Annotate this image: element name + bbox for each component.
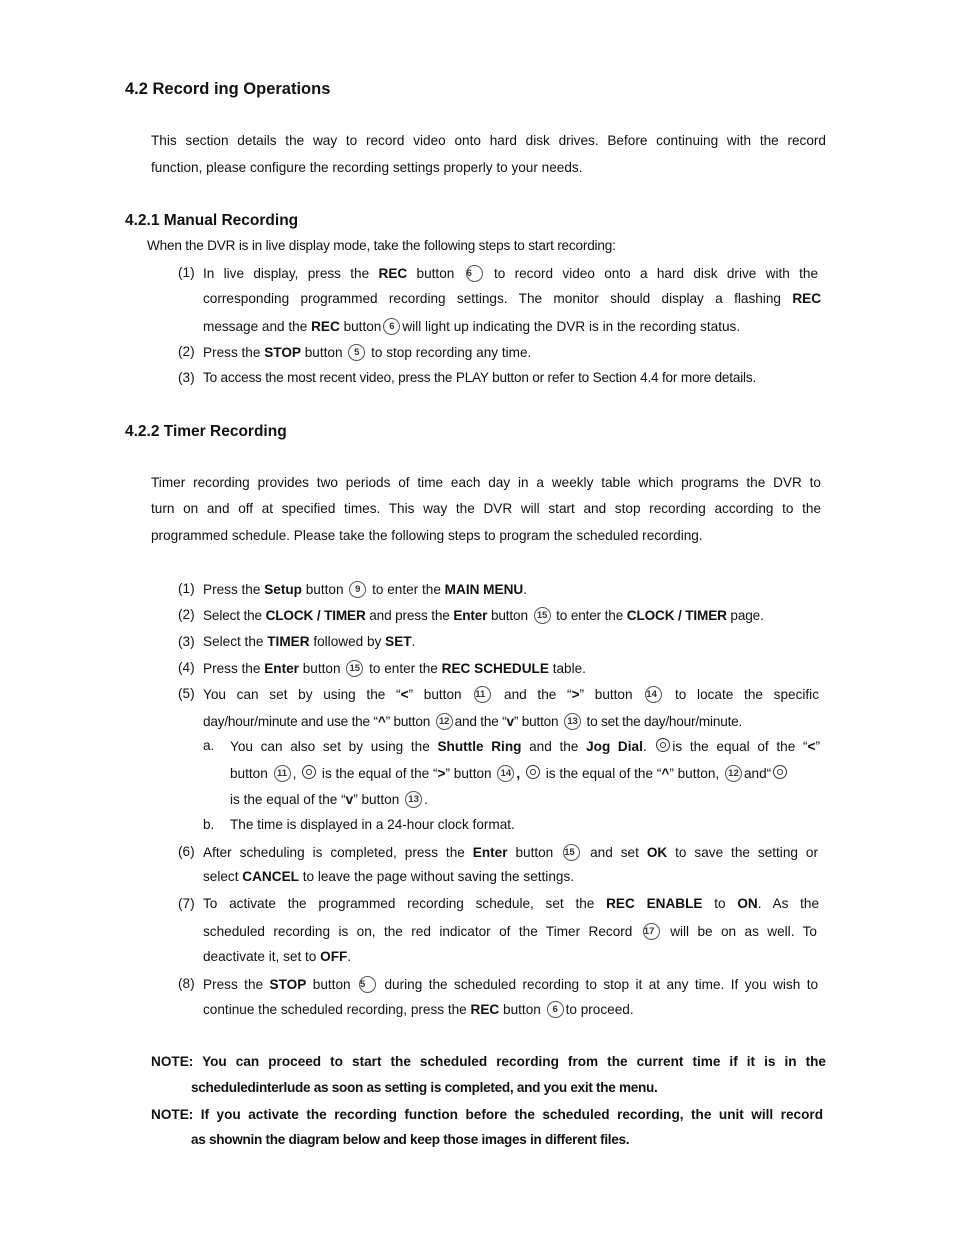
timer-item-2-num: (2) [178,607,195,622]
button-9-icon: 9 [349,581,366,598]
timer-item-5b-num: b. [203,817,215,832]
button-5-icon: 5 [359,976,376,993]
button-11-icon: 11 [474,686,491,703]
button-13-icon: 13 [405,791,422,808]
timer-item-3-num: (3) [178,634,195,649]
manual-title: 4.2.1 Manual Recording [125,212,299,229]
manual-item-1-line3: message and the REC button 6 will light up indicating the DVR is in the recording status. [203,319,741,334]
section-intro-line1: This section details the way to record video onto hard disk drives. Before continuing with the record [151,133,826,148]
manual-item-2-num: (2) [178,344,195,359]
timer-item-7-line3: deactivate it, set to OFF. [203,949,352,964]
manual-item-1-num: (1) [178,265,195,280]
jog-dial-icon [302,765,316,779]
timer-intro-line3: programmed schedule. Please take the following steps to program the scheduled recording. [151,528,703,543]
timer-item-1: Press the Setup button 9 to enter the MAIN MENU. [203,582,527,597]
timer-item-2: Select the CLOCK / TIMER and press the Enter button 15 to enter the CLOCK / TIMER page. [203,608,764,623]
button-14-icon: 14 [497,765,514,782]
shuttle-ring-icon [773,765,787,779]
timer-item-7-line1: To activate the programmed recording schedule, set the REC ENABLE to ON. As the [203,896,820,911]
timer-item-8-line2: continue the scheduled recording, press the REC button 6 to proceed. [203,1002,634,1017]
timer-intro-line2: turn on and off at specified times. This way the DVR will start and stop recording according to the [151,501,821,516]
note-2-line2: as shownin the diagram below and keep those images in different files. [191,1132,630,1147]
section-title: 4.2 Record ing Operations [125,80,331,98]
timer-item-5-num: (5) [178,686,195,701]
timer-item-5a-line1: You can also set by using the Shuttle Ring and the Jog Dial. is the equal of the “<” [230,739,820,754]
timer-item-5a-num: a. [203,738,215,753]
timer-item-5b-line1: The time is displayed in a 24-hour clock format. [230,817,515,832]
shuttle-ring-icon [526,765,540,779]
button-15-icon: 15 [346,660,363,677]
timer-record-17-icon: 17 [643,923,660,940]
timer-title: 4.2.2 Timer Recording [125,423,287,440]
section-intro-line2: function, please configure the recording settings properly to your needs. [151,160,583,175]
timer-item-8-num: (8) [178,976,195,991]
timer-item-4-num: (4) [178,660,195,675]
timer-item-7-num: (7) [178,896,195,911]
button-5-icon: 5 [348,344,365,361]
button-15-icon: 15 [563,844,580,861]
timer-item-1-num: (1) [178,581,195,596]
button-14-icon: 14 [645,686,662,703]
button-15-icon: 15 [534,607,551,624]
manual-lead: When the DVR is in live display mode, take the following steps to start recording: [147,238,616,253]
button-11-icon: 11 [274,765,291,782]
timer-item-8-line1: Press the STOP button 5 during the scheduled recording to stop it at any time. If you wish to [203,977,819,992]
manual-item-1-line1: In live display, press the REC button 6 to record video onto a hard disk drive with the [203,266,819,281]
manual-item-2-line1: Press the STOP button 5 to stop recording any time. [203,345,532,360]
note-1-line1: NOTE: You can proceed to start the scheduled recording from the current time if it is in the [151,1054,826,1069]
timer-item-6-line2: select CANCEL to leave the page without saving the settings. [203,869,575,884]
manual-item-3-num: (3) [178,370,195,385]
timer-item-6-line1: After scheduling is completed, press the Enter button 15 and set OK to save the setting or [203,845,818,860]
timer-item-6-num: (6) [178,844,195,859]
button-12-icon: 12 [725,765,742,782]
button-12-icon: 12 [436,713,453,730]
button-6-icon: 6 [383,318,400,335]
timer-item-5a-line2: button 11 , is the equal of the “>” button 14 , is the equal of the “^” button, 12 and“ [230,765,789,782]
timer-item-5-line2: day/hour/minute and use the “^” button 12 and the “v” button 13 to set the day/hour/minute. [203,714,743,729]
jog-dial-icon [656,738,670,752]
timer-item-3: Select the TIMER followed by SET. [203,634,416,649]
timer-item-4: Press the Enter button 15 to enter the REC SCHEDULE table. [203,661,586,676]
timer-intro-line1: Timer recording provides two periods of time each day in a weekly table which programs the DVR to [151,475,821,490]
button-13-icon: 13 [564,713,581,730]
timer-item-5a-line3: is the equal of the “v” button 13 . [230,792,428,807]
button-6-icon: 6 [547,1001,564,1018]
note-1-line2: scheduledinterlude as soon as setting is completed, and you exit the menu. [191,1080,658,1095]
manual-item-3-line1: To access the most recent video, press the PLAY button or refer to Section 4.4 for more details. [203,370,757,385]
manual-item-1-line2: corresponding programmed recording settings. The monitor should display a flashing REC [203,291,822,306]
timer-item-5-line1: You can set by using the “<” button 11 and the “>” button 14 to locate the specific [203,687,819,702]
button-6-icon: 6 [466,265,483,282]
note-2-line1: NOTE: If you activate the recording function before the scheduled recording, the unit will record [151,1107,823,1122]
timer-item-7-line2: scheduled recording is on, the red indicator of the Timer Record 17 will be on as well. To [203,924,817,939]
